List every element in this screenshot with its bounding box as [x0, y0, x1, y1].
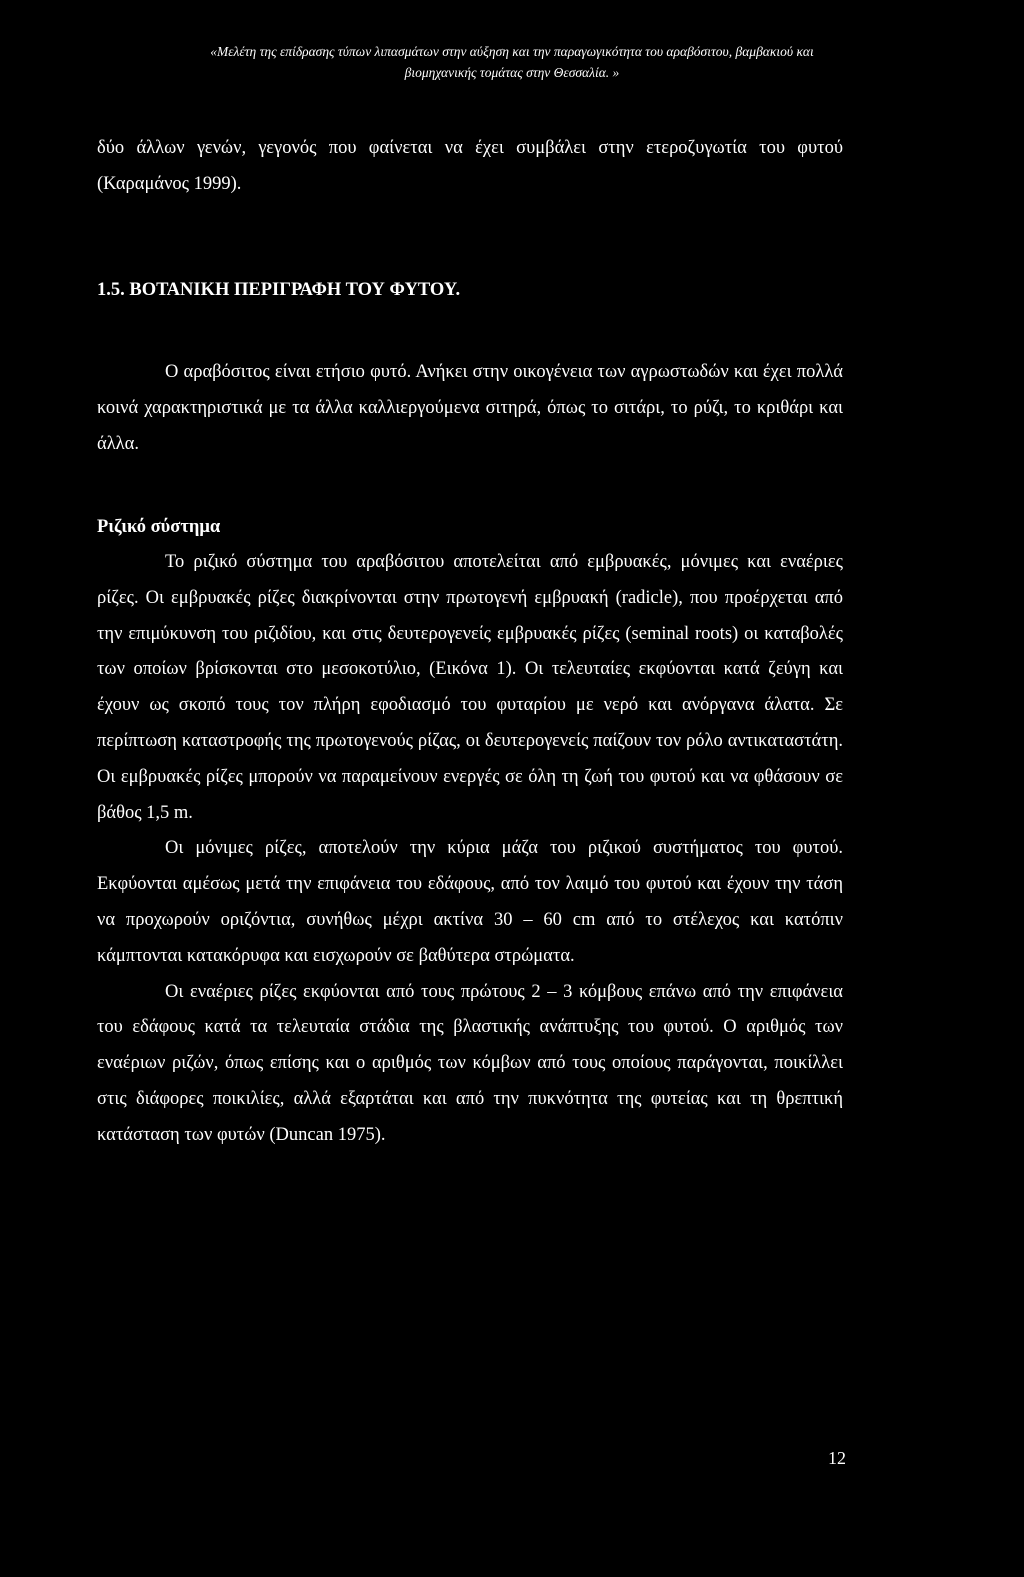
root-system-body: [97, 545, 843, 1154]
section-intro: [97, 355, 843, 462]
section-heading: 1.5. ΒΟΤΑΝΙΚΗ ΠΕΡΙΓΡΑΦΗ ΤΟΥ ΦΥΤΟΥ.: [97, 280, 461, 300]
running-header-line-2: βιομηχανικής τομάτας στην Θεσσαλία. »: [404, 65, 620, 80]
root-system-paragraph-1: Το ριζικό σύστημα του αραβόσιτου αποτελείται από εμβρυακές, μόνιμες και εναέριες ρίζες. Οι εμβρυακές ρίζες διακρίνονται στην πρωτογενή εμβρυακή (radicle), που προέρχεται από την επιμύκυνση του ριζιδίου, και στις δευτερογενείς εμβρυακές ρίζες (seminal roots) οι καταβολές των οποίων βρίσκονται στο μεσοκοτύλιο, (Εικόνα 1). Οι τελευταίες εκφύονται κατά ζεύγη και έχουν ως σκοπό τους τον πλήρη εφοδιασμό του φυταρίου με νερό και ανόργανα άλατα. Σε περίπτωση καταστροφής της πρωτογενούς ρίζας, οι δευτερογενείς παίζουν τον ρόλο αντικαταστάτη. Οι εμβρυακές ρίζες μπορούν να παραμείνουν ενεργές σε όλη τη ζωή του φυτού και να φθάσουν σε βάθος 1,5 m.: [97, 552, 843, 823]
intro-continuation: [97, 131, 843, 203]
running-header: [100, 41, 924, 83]
page-number: 12: [828, 1448, 846, 1468]
root-system-heading: Ριζικό σύστημα: [97, 517, 221, 537]
intro-paragraph: δύο άλλων γενών, γεγονός που φαίνεται να έχει συμβάλει στην ετεροζυγωτία του φυτού (Καραμάνος 1999).: [97, 138, 843, 194]
root-system-paragraph-2: Οι μόνιμες ρίζες, αποτελούν την κύρια μάζα του ριζικού συστήματος του φυτού. Εκφύονται αμέσως μετά την επιφάνεια του εδάφους, από τον λαιμό του φυτού και έχουν την τάση να προχωρούν οριζόντια, συνήθως μέχρι ακτίνα 30 – 60 cm από το στέλεχος και κατόπιν κάμπτονται κατακόρυφα και εισχωρούν σε βαθύτερα στρώματα.: [97, 838, 843, 966]
root-system-paragraph-3: Οι εναέριες ρίζες εκφύονται από τους πρώτους 2 – 3 κόμβους επάνω από την επιφάνεια του εδάφους κατά τα τελευταία στάδια της βλαστικής ανάπτυξης του φυτού. Ο αριθμός των εναέριων ριζών, όπως επίσης και ο αριθμός των κόμβων από τους οποίους παράγονται, ποικίλλει στις διάφορες ποικιλίες, αλλά εξαρτάται και από την πυκνότητα της φυτείας και τη θρεπτική κατάσταση των φυτών (Duncan 1975).: [97, 981, 843, 1145]
running-header-line-1: «Μελέτη της επίδρασης τύπων λιπασμάτων στην αύξηση και την παραγωγικότητα του αραβόσιτου, βαμβακιού και: [210, 44, 814, 59]
section-intro-paragraph: Ο αραβόσιτος είναι ετήσιο φυτό. Ανήκει στην οικογένεια των αγρωστωδών και έχει πολλά κοινά χαρακτηριστικά με τα άλλα καλλιεργούμενα σιτηρά, όπως το σιτάρι, το ρύζι, το κριθάρι και άλλα.: [97, 362, 843, 454]
